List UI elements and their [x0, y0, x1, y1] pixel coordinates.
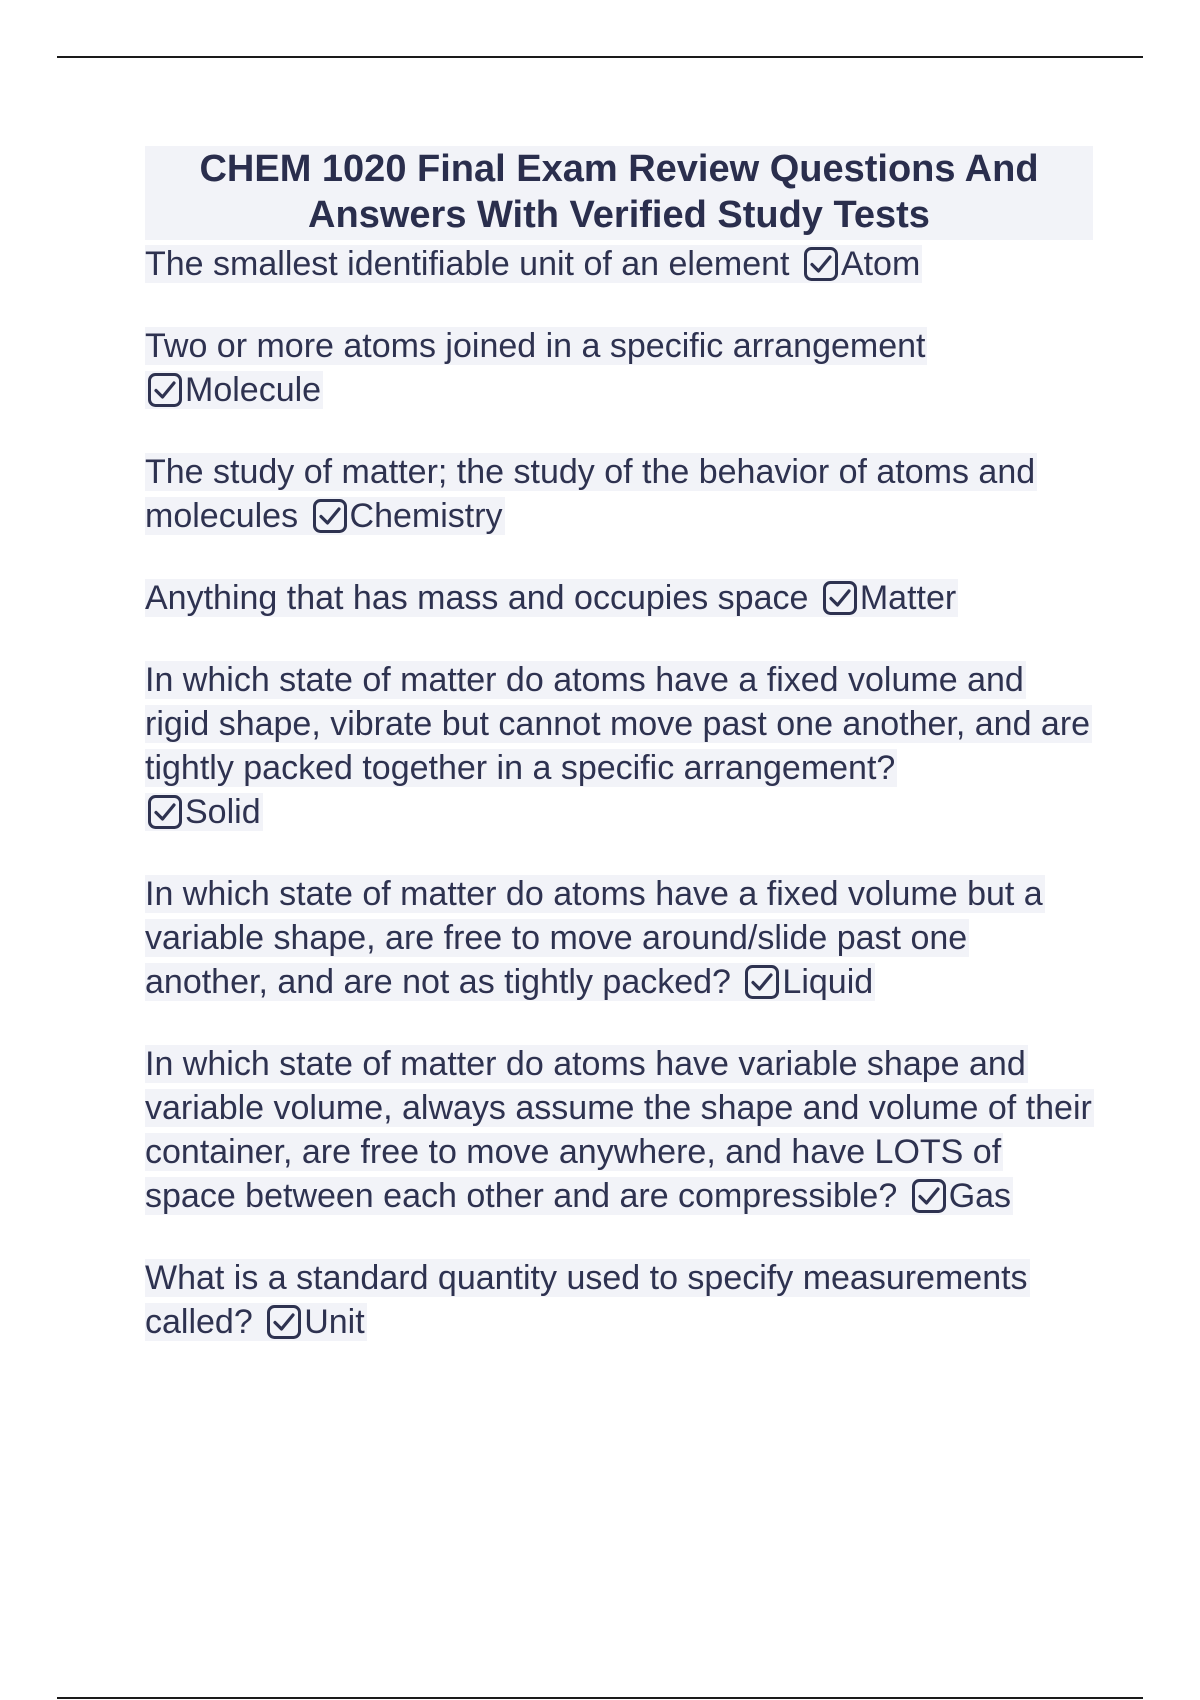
question-text: Two or more atoms joined in a specific arrangement	[145, 327, 926, 365]
answer-text: Atom	[840, 245, 921, 283]
question-text: The smallest identifiable unit of an element	[145, 245, 790, 283]
qa-item-8	[145, 1256, 1095, 1344]
qa-item-6	[145, 872, 1095, 1004]
question-text: The study of matter; the study of the behavior of atoms and molecules	[145, 453, 1036, 535]
qa-item-7	[145, 1042, 1095, 1218]
question-text: In which state of matter do atoms have a fixed volume but a variable shape, are free to move around/slide past one another, and are not as tightly packed?	[145, 875, 1043, 1001]
document-body	[145, 146, 1095, 1382]
answer-text: Matter	[859, 579, 957, 617]
answer-text: Chemistry	[349, 497, 503, 535]
checkbox-checked-icon	[822, 580, 858, 616]
checkbox-checked-icon	[911, 1178, 947, 1214]
document-title: CHEM 1020 Final Exam Review Questions And Answers With Verified Study Tests	[145, 146, 1093, 240]
qa-item-3	[145, 450, 1095, 538]
qa-item-4	[145, 576, 1095, 620]
checkbox-checked-icon	[147, 794, 183, 830]
bottom-rule	[57, 1697, 1143, 1699]
answer-text: Solid	[185, 793, 261, 831]
checkbox-checked-icon	[803, 246, 839, 282]
answer-text: Unit	[304, 1303, 365, 1341]
checkbox-checked-icon	[312, 498, 348, 534]
question-text: In which state of matter do atoms have variable shape and variable volume, always assume the shape and volume of their container, are free to move anywhere, and have LOTS of space between each other and are compressible?	[145, 1045, 1092, 1215]
question-text: In which state of matter do atoms have a fixed volume and rigid shape, vibrate but cannot move past one another, and are tightly packed together in a specific arrangement?	[145, 661, 1091, 787]
qa-item-1	[145, 242, 1095, 286]
answer-text: Gas	[948, 1177, 1012, 1215]
top-rule	[57, 56, 1143, 58]
qa-item-2	[145, 324, 1095, 412]
answer-text: Molecule	[185, 371, 322, 409]
checkbox-checked-icon	[147, 372, 183, 408]
qa-item-5	[145, 658, 1095, 834]
checkbox-checked-icon	[744, 964, 780, 1000]
answer-text: Liquid	[782, 963, 874, 1001]
question-text: What is a standard quantity used to specify measurements called?	[145, 1259, 1028, 1341]
checkbox-checked-icon	[266, 1304, 302, 1340]
question-text: Anything that has mass and occupies space	[145, 579, 809, 617]
